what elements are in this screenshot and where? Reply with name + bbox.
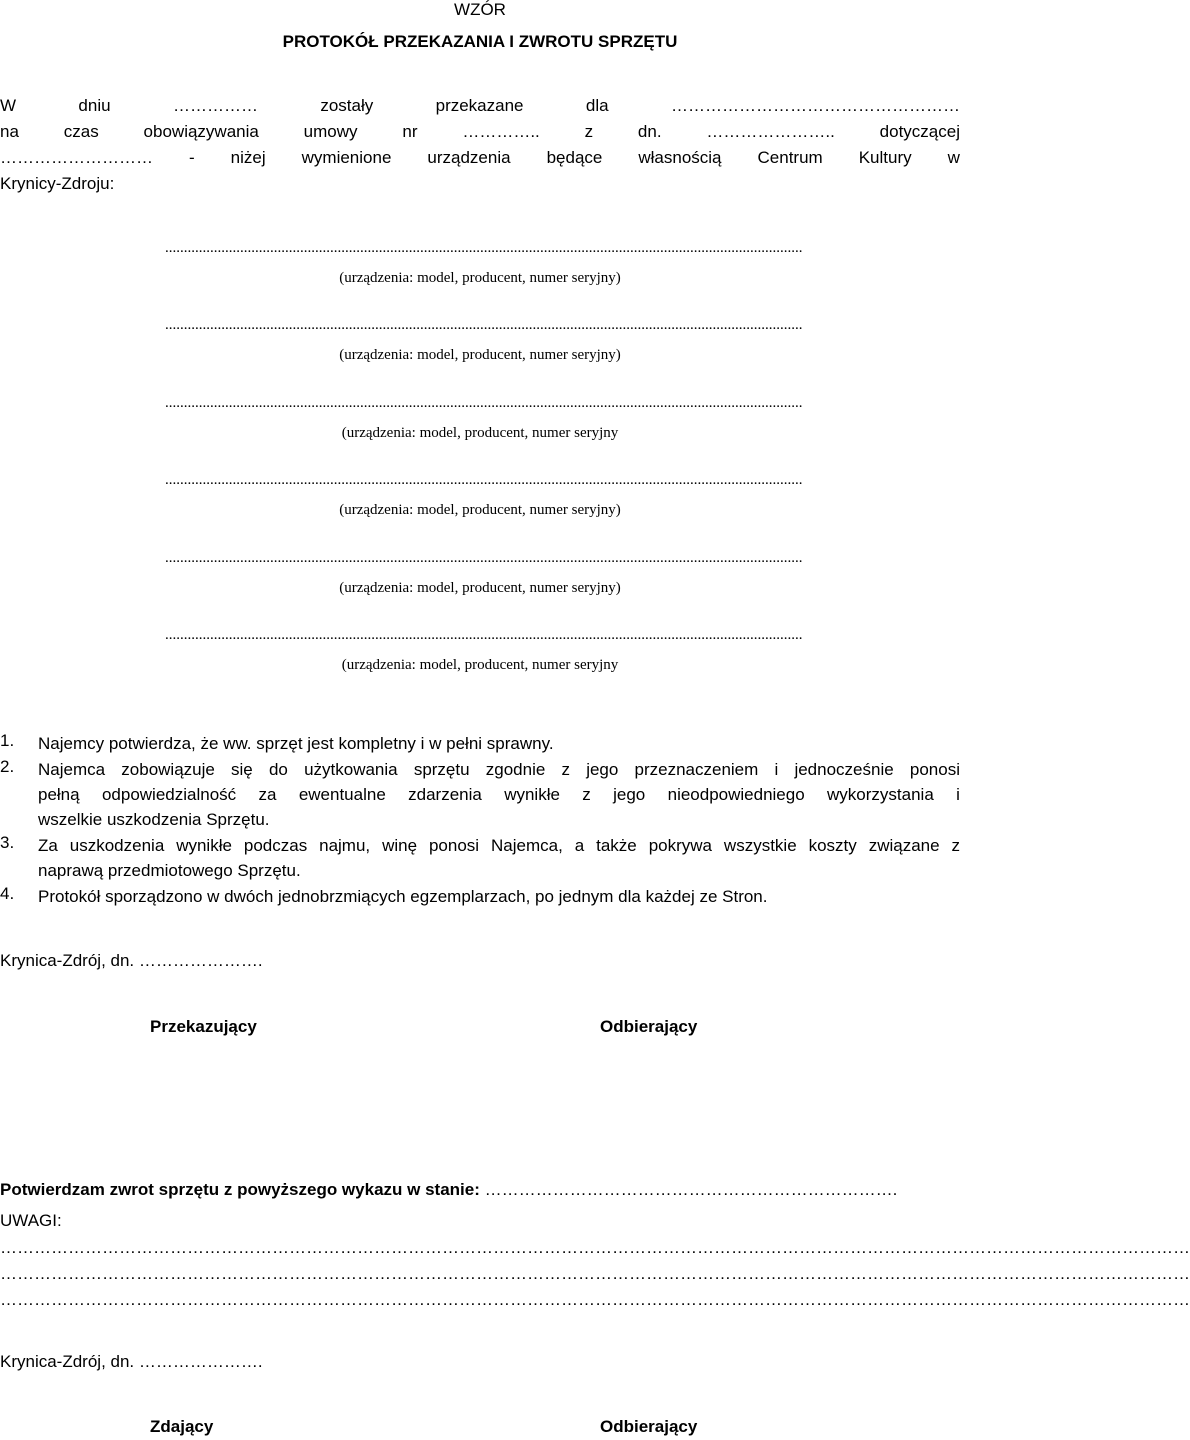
clause-word: użytkowania [304, 760, 398, 779]
clause-word: ponosi [909, 760, 960, 779]
clause-word: wynikłe [504, 785, 560, 804]
device-entry-field: .......................................................................................................................................................................... [165, 317, 803, 334]
intro-word: dla [585, 96, 609, 115]
clause-word: także [596, 836, 637, 855]
clause-word: pełną [38, 785, 80, 804]
device-caption: (urządzenia: model, producent, numer seryjny) [339, 270, 621, 286]
place-date-2: Krynica-Zdrój, dn. …………………. [0, 1352, 263, 1371]
clause-word: z [582, 785, 591, 804]
intro-word: zostały [320, 96, 374, 115]
device-entry-field: .......................................................................................................................................................................... [165, 627, 803, 643]
clause-word: wynikłe [176, 836, 232, 855]
intro-word: Kultury [858, 148, 912, 167]
intro-line-1 [0, 96, 960, 116]
intro-word: przekazane [435, 96, 524, 115]
clause-word: wykorzystania [827, 785, 934, 804]
clause-word: uszkodzenia [69, 836, 165, 855]
remarks-line: ………………………………………………………………………………………………………………………………………………………………………………………… [0, 1290, 1190, 1309]
intro-word: - [189, 148, 195, 167]
clause-line [38, 757, 960, 782]
intro-word: W [0, 96, 17, 115]
clause-word: winę [382, 836, 418, 855]
intro-word: ………….. [462, 122, 540, 141]
clause-word: ewentualne [298, 785, 386, 804]
clause-number: 2. [0, 757, 15, 776]
intro-line-3 [0, 148, 960, 168]
clause-word: Najemca, [491, 836, 563, 855]
clause-word: z [951, 836, 960, 855]
intro-word: nr [402, 122, 418, 141]
clause-text [38, 833, 960, 883]
clause-word: nieodpowiedniego [667, 785, 805, 804]
device-caption: (urządzenia: model, producent, numer seryjny [341, 424, 619, 441]
clause-word: związane [868, 836, 940, 855]
intro-word: dniu [78, 96, 111, 115]
clause-number: 3. [0, 833, 15, 852]
clause-word: sprzętu [413, 760, 470, 779]
intro-word: Centrum [757, 148, 823, 167]
intro-word: wymienione [301, 148, 392, 167]
intro-word: w [947, 148, 960, 167]
place-date-1: Krynica-Zdrój, dn. …………………. [0, 951, 263, 970]
remarks-line: ………………………………………………………………………………………………………………………………………………………………………………………… [0, 1264, 1190, 1283]
device-caption: (urządzenia: model, producent, numer seryjny [341, 657, 619, 673]
intro-word: na [0, 122, 19, 141]
clause-word: najmu, [319, 836, 371, 855]
clause-word: z [561, 760, 570, 779]
clause-line: naprawą przedmiotowego Sprzętu. [38, 861, 301, 880]
clause-line: Protokół sporządzono w dwóch jednobrzmiących egzemplarzach, po jednym dla każdej ze Stron. [38, 887, 768, 906]
clause-line [38, 833, 960, 858]
intro-word: …………………………………………… [670, 96, 960, 115]
signature-returning: Zdający [150, 1417, 214, 1436]
intro-word: dn. [637, 122, 662, 141]
clause-word: odpowiedzialność [101, 785, 237, 804]
clause-word: podczas [243, 836, 308, 855]
document-label: WZÓR [454, 0, 506, 19]
intro-word: niżej [230, 148, 266, 167]
document-title: PROTOKÓŁ PRZEKAZANIA I ZWROTU SPRZĘTU [282, 32, 678, 51]
clause-word: jego [613, 785, 646, 804]
device-entry-field: .......................................................................................................................................................................... [165, 394, 803, 411]
clause-text [38, 884, 960, 909]
device-caption: (urządzenia: model, producent, numer seryjny) [339, 347, 621, 364]
intro-word: z [584, 122, 594, 141]
clause-word: jego [586, 760, 619, 779]
signature-receiving: Odbierający [600, 1017, 698, 1036]
signature-receiving-return: Odbierający [600, 1417, 698, 1436]
clause-number: 1. [0, 731, 15, 750]
intro-line-2 [0, 122, 960, 142]
intro-word: dotyczącej [879, 122, 960, 141]
clause-word: jednocześnie [794, 760, 894, 779]
clause-word: przeznaczeniem [634, 760, 759, 779]
clause-text [38, 757, 960, 832]
clause-word: za [258, 785, 277, 804]
device-entry-field: .......................................................................................................................................................................... [165, 472, 803, 489]
return-confirmation [0, 1180, 897, 1200]
intro-word: własnością [638, 148, 722, 167]
intro-word: będące [546, 148, 603, 167]
device-caption: (urządzenia: model, producent, numer seryjny) [339, 502, 621, 519]
device-entry-field: .......................................................................................................................................................................... [165, 549, 803, 566]
intro-line-4: Krynicy-Zdroju: [0, 174, 115, 193]
intro-word: umowy [303, 122, 358, 141]
clause-word: a [574, 836, 585, 855]
clause-word: i [774, 760, 779, 779]
clause-line [38, 782, 960, 807]
clause-number: 4. [0, 884, 15, 903]
remarks-line: ………………………………………………………………………………………………………………………………………………………………………………………… [0, 1238, 1190, 1257]
clause-word: zgodnie [485, 760, 546, 779]
intro-word: obowiązywania [143, 122, 259, 141]
clause-word: pokrywa [648, 836, 712, 855]
intro-word: …………… [172, 96, 258, 115]
return-condition-field: ………………………………………………………………. [484, 1180, 898, 1199]
clause-word: się [231, 760, 253, 779]
clause-word: koszty [808, 836, 857, 855]
intro-word: czas [63, 122, 99, 141]
clause-text [38, 731, 960, 756]
intro-word: ……………………… [0, 148, 153, 167]
clause-word: i [956, 785, 960, 804]
clause-word: do [268, 760, 288, 779]
clause-word: Za [38, 836, 58, 855]
clause-line: Najemcy potwierdza, że ww. sprzęt jest kompletny i w pełni sprawny. [38, 734, 554, 753]
clause-word: zobowiązuje [121, 760, 215, 779]
remarks-label: UWAGI: [0, 1211, 62, 1230]
return-confirmation-label: Potwierdzam zwrot sprzętu z powyższego wykazu w stanie: [0, 1180, 480, 1199]
clause-line: wszelkie uszkodzenia Sprzętu. [38, 810, 270, 829]
clause-word: zdarzenia [408, 785, 482, 804]
intro-word: urządzenia [427, 148, 511, 167]
signature-handing-over: Przekazujący [150, 1017, 257, 1036]
intro-word: ………………….. [706, 122, 835, 141]
device-entry-field: .......................................................................................................................................................................... [165, 240, 803, 256]
clause-word: ponosi [428, 836, 480, 855]
device-caption: (urządzenia: model, producent, numer seryjny) [339, 579, 621, 596]
clause-word: Najemca [38, 760, 106, 779]
clause-word: wszystkie [723, 836, 797, 855]
